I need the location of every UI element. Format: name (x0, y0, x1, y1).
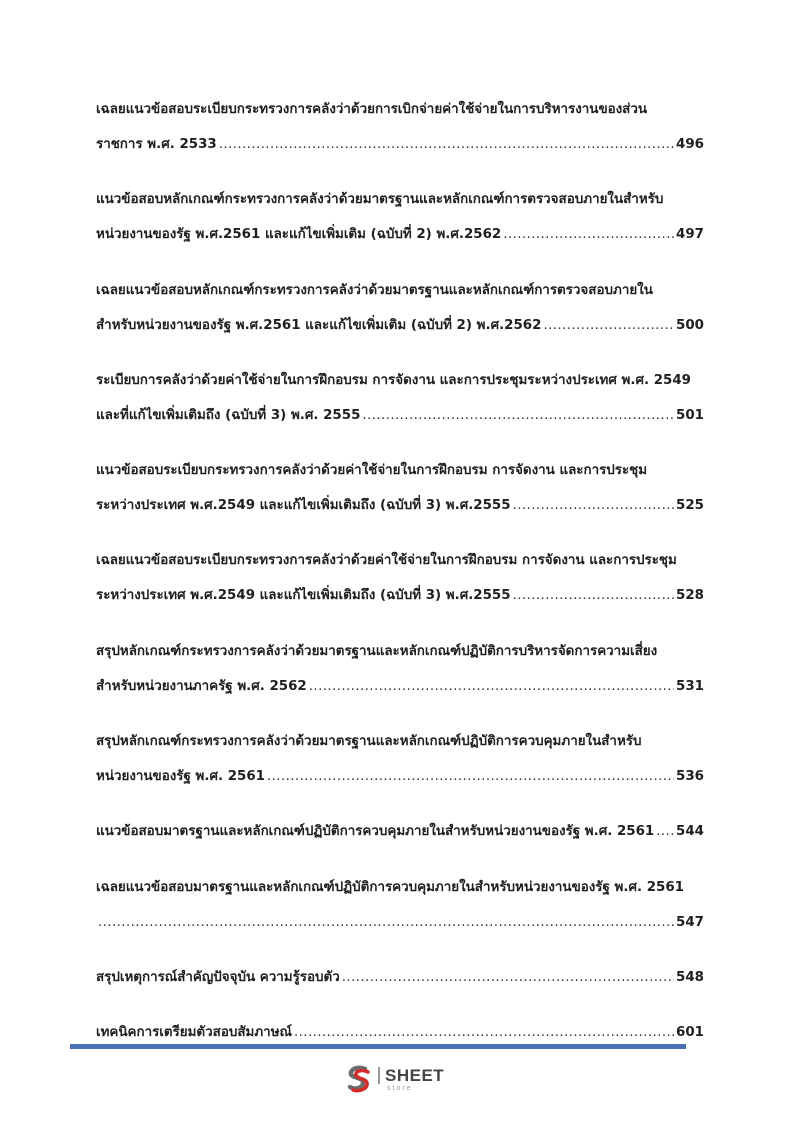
toc-entry-title: เทคนิคการเตรียมตัวสอบสัมภาษณ์ (96, 1025, 292, 1041)
toc-entry-title: เฉลยแนวข้อสอบระเบียบกระทรวงการคลังว่าด้วยค่าใช้จ่ายในการฝึกอบรม การจัดงาน และการประชุม (96, 553, 677, 569)
dot-leader (219, 127, 674, 162)
dot-leader (513, 578, 674, 613)
dot-leader (342, 960, 674, 995)
toc-page-number: 528 (676, 588, 704, 604)
toc-entry-title-cont: สำหรับหน่วยงานของรัฐ พ.ศ.2561 และแก้ไขเพิ่มเติม (ฉบับที่ 2) พ.ศ.2562 (96, 317, 542, 333)
toc-entry-title: เฉลยแนวข้อสอบมาตรฐานและหลักเกณฑ์ปฏิบัติการควบคุมภายในสำหรับหน่วยงานของรัฐ พ.ศ. 2561 (96, 879, 684, 895)
logo-subtitle: store (387, 1084, 413, 1092)
dot-leader (267, 759, 674, 794)
toc-page-number: 544 (676, 824, 704, 840)
toc-page-number: 547 (676, 914, 704, 930)
table-of-contents (96, 92, 704, 1071)
toc-page-number: 525 (676, 498, 704, 514)
toc-entry-title: แนวข้อสอบหลักเกณฑ์กระทรวงการคลังว่าด้วยมาตรฐานและหลักเกณฑ์การตรวจสอบภายในสำหรับ (96, 192, 664, 208)
dot-leader (362, 398, 674, 433)
toc-entry[interactable] (96, 960, 704, 995)
toc-entry-title-cont: ระหว่างประเทศ พ.ศ.2549 และแก้ไขเพิ่มเติมถึง (ฉบับที่ 3) พ.ศ.2555 (96, 588, 511, 604)
toc-entry[interactable] (96, 453, 704, 523)
toc-page-number: 501 (676, 407, 704, 423)
footer-rule (70, 1044, 686, 1049)
toc-entry-title: สรุปหลักเกณฑ์กระทรวงการคลังว่าด้วยมาตรฐานและหลักเกณฑ์ปฏิบัติการควบคุมภายในสำหรับ (96, 734, 642, 750)
toc-page-number: 500 (676, 317, 704, 333)
sheet-logo-icon (344, 1064, 374, 1094)
dot-leader (543, 308, 674, 343)
toc-page-number: 536 (676, 769, 704, 785)
toc-entry[interactable] (96, 182, 704, 252)
toc-entry[interactable] (96, 363, 704, 433)
toc-entry[interactable] (96, 634, 704, 704)
toc-entry-title-cont: ราชการ พ.ศ. 2533 (96, 137, 217, 152)
dot-leader (513, 488, 674, 523)
toc-entry[interactable] (96, 543, 704, 613)
toc-page-number: 531 (676, 678, 704, 694)
toc-entry-title-cont: และที่แก้ไขเพิ่มเติมถึง (ฉบับที่ 3) พ.ศ. 2555 (96, 407, 361, 423)
toc-entry-title: แนวข้อสอบระเบียบกระทรวงการคลังว่าด้วยค่าใช้จ่ายในการฝึกอบรม การจัดงาน และการประชุม (96, 463, 648, 479)
toc-entry-title: เฉลยแนวข้อสอบหลักเกณฑ์กระทรวงการคลังว่าด้วยมาตรฐานและหลักเกณฑ์การตรวจสอบภายใน (96, 282, 653, 298)
dot-leader (98, 905, 674, 940)
toc-entry[interactable] (96, 870, 704, 940)
toc-entry-title-cont: หน่วยงานของรัฐ พ.ศ.2561 และแก้ไขเพิ่มเติม (ฉบับที่ 2) พ.ศ.2562 (96, 227, 502, 243)
toc-entry[interactable] (96, 724, 704, 794)
toc-entry-title: เฉลยแนวข้อสอบระเบียบกระทรวงการคลังว่าด้วยการเบิกจ่ายค่าใช้จ่ายในการบริหารงานของส่วน (96, 102, 648, 117)
toc-entry-title: ระเบียบการคลังว่าด้วยค่าใช้จ่ายในการฝึกอบรม การจัดงาน และการประชุมระหว่างประเทศ พ.ศ. 2549 (96, 372, 691, 388)
toc-page-number: 496 (676, 137, 704, 152)
toc-entry-title: สรุปหลักเกณฑ์กระทรวงการคลังว่าด้วยมาตรฐานและหลักเกณฑ์ปฏิบัติการบริหารจัดการความเสี่ยง (96, 643, 658, 659)
toc-entry-title: แนวข้อสอบมาตรฐานและหลักเกณฑ์ปฏิบัติการควบคุมภายในสำหรับหน่วยงานของรัฐ พ.ศ. 2561 (96, 824, 655, 840)
toc-entry[interactable] (96, 814, 704, 849)
toc-entry-title-cont: ระหว่างประเทศ พ.ศ.2549 และแก้ไขเพิ่มเติมถึง (ฉบับที่ 3) พ.ศ.2555 (96, 498, 511, 514)
toc-entry-title-cont: สำหรับหน่วยงานภาครัฐ พ.ศ. 2562 (96, 678, 307, 694)
toc-entry[interactable] (96, 273, 704, 343)
toc-page-number: 601 (676, 1025, 704, 1041)
toc-page-number: 548 (676, 969, 704, 985)
dot-leader (656, 814, 674, 849)
logo-title: SHEET (378, 1067, 444, 1084)
toc-entry[interactable] (96, 92, 704, 162)
sheet-store-logo (344, 1062, 444, 1096)
toc-entry-title: สรุปเหตุการณ์สำคัญปัจจุบัน ความรู้รอบตัว (96, 969, 340, 985)
dot-leader (503, 217, 674, 252)
dot-leader (309, 669, 674, 704)
toc-page-number: 497 (676, 227, 704, 243)
toc-entry-title-cont: หน่วยงานของรัฐ พ.ศ. 2561 (96, 769, 265, 785)
